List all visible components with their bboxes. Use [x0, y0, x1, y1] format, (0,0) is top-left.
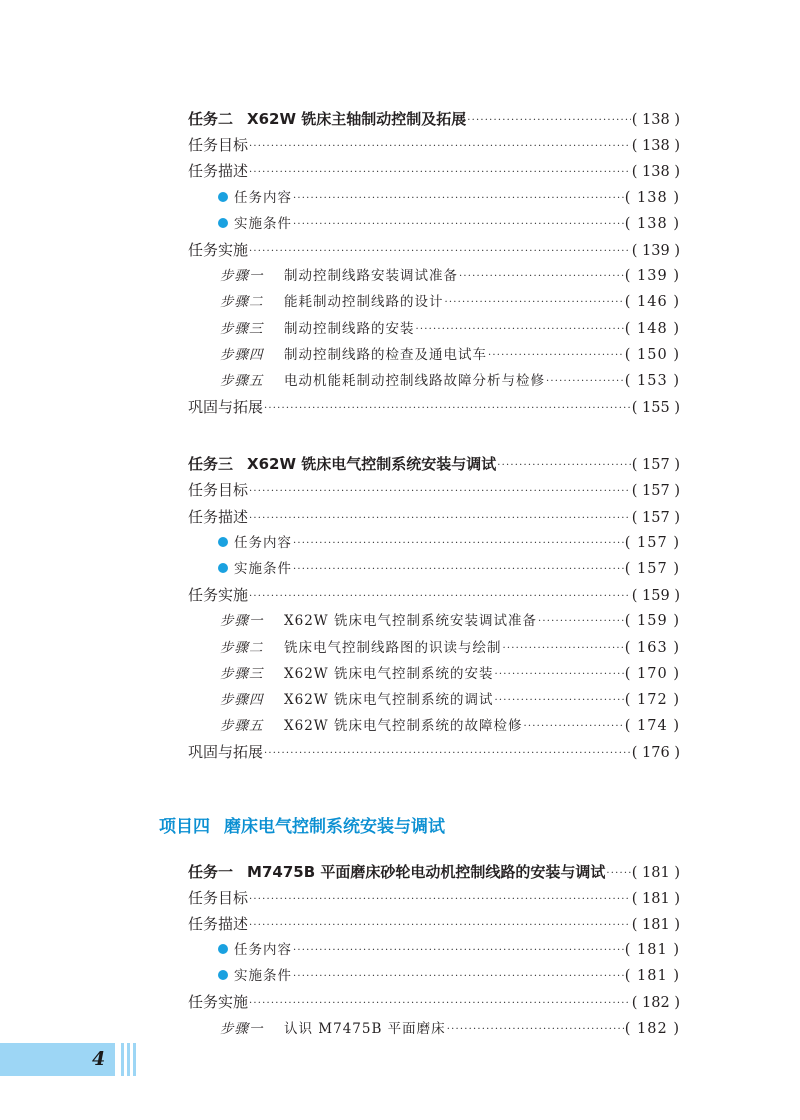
page-number-ref: 163 [637, 639, 668, 656]
page-ref: ( 157 ) [624, 561, 680, 577]
toc-step-row[interactable] [188, 635, 680, 661]
toc-step-row[interactable] [188, 713, 680, 739]
page-number-ref: 181 [642, 864, 670, 881]
toc-subitem-label: 实施条件 [234, 968, 292, 985]
leader-dots [606, 861, 630, 887]
step-label: 步骤五 [220, 718, 264, 735]
page-number-ref: 157 [642, 509, 670, 526]
toc-step-row[interactable] [188, 687, 680, 713]
bullet-icon [218, 944, 228, 954]
page-number-ref: 174 [637, 718, 668, 735]
leader-dots [249, 239, 631, 265]
toc-item-label: 任务实施 [188, 993, 249, 1012]
page-ref: ( 153 ) [624, 372, 680, 389]
leader-dots [249, 160, 631, 186]
toc-item-label: 任务实施 [188, 240, 249, 259]
toc-item-label: 任务实施 [188, 586, 249, 605]
toc-step [220, 713, 522, 739]
toc-item-row[interactable] [188, 911, 680, 937]
leader-dots [523, 714, 623, 740]
page-ref: ( 157 ) [631, 509, 680, 526]
page-number-ref: 157 [642, 483, 670, 500]
toc-step [220, 316, 415, 342]
toc-subitem-label: 任务内容 [234, 189, 292, 206]
step-label: 步骤三 [220, 665, 264, 682]
task-label: 任务三 [188, 455, 234, 474]
page-ref: ( 181 ) [624, 942, 680, 959]
page-ref: ( 181 ) [631, 864, 680, 881]
bullet-icon [218, 563, 228, 573]
toc-item-label: 巩固与拓展 [188, 743, 264, 762]
page-number-ref: 139 [637, 268, 668, 285]
page-ref: ( 172 ) [624, 691, 680, 708]
toc-step-row[interactable] [188, 342, 680, 368]
leader-dots [293, 186, 624, 212]
toc-subitem-label: 实施条件 [234, 561, 292, 577]
step-label: 步骤五 [220, 372, 264, 389]
page-number-ref: 138 [642, 164, 670, 181]
toc-step [220, 1016, 446, 1042]
page-number: 4 [92, 1048, 106, 1070]
project-label: 项目四 [159, 817, 210, 837]
toc-step [220, 608, 537, 634]
toc-item-row[interactable] [188, 885, 680, 911]
toc-item-label: 任务目标 [188, 888, 249, 907]
toc-subitem [218, 530, 292, 556]
toc-item-row[interactable] [188, 132, 680, 158]
page-number-ref: 182 [637, 1020, 668, 1037]
step-title: 认识 M7475B 平面磨床 [284, 1020, 446, 1037]
toc-step [220, 289, 444, 315]
leader-dots [459, 264, 624, 290]
leader-dots [293, 938, 624, 964]
page-number-ref: 138 [642, 138, 670, 155]
task-heading [188, 859, 605, 885]
project-heading [159, 812, 445, 837]
toc-step-row[interactable] [188, 661, 680, 687]
bullet-icon [218, 218, 228, 228]
leader-dots [264, 741, 631, 767]
page-ref: ( 157 ) [631, 483, 680, 500]
page-number-ref: 138 [637, 215, 668, 232]
page-ref: ( 170 ) [624, 665, 680, 682]
page-number-ref: 159 [637, 613, 668, 630]
leader-dots [488, 343, 624, 369]
toc-item-label: 巩固与拓展 [188, 398, 264, 417]
page-number-ref: 181 [642, 890, 670, 907]
toc-item-label: 任务描述 [188, 162, 249, 181]
leader-dots [293, 964, 624, 990]
task-title: X62W 铣床主轴制动控制及拓展 [247, 110, 467, 128]
page-number-ref: 139 [642, 242, 670, 259]
page-ref: ( 181 ) [624, 968, 680, 985]
leader-dots [445, 290, 624, 316]
task-label: 任务一 [188, 862, 234, 881]
task-label: 任务二 [188, 110, 234, 128]
toc-subitem-row[interactable] [188, 556, 680, 582]
task-group-2 [188, 106, 680, 420]
toc-subitem-row[interactable] [188, 963, 680, 989]
page-number-ref: 182 [642, 995, 670, 1012]
leader-dots [249, 479, 631, 505]
toc-subitem-row[interactable] [188, 211, 680, 237]
page-number-ref: 150 [637, 346, 668, 363]
toc-step-row[interactable] [188, 316, 680, 342]
step-title: 制动控制线路的安装 [284, 320, 415, 337]
toc-item-row[interactable] [188, 504, 680, 530]
page-number-ref: 159 [642, 588, 670, 605]
leader-dots [497, 453, 631, 479]
task-group-3 [188, 451, 680, 765]
step-label: 步骤四 [220, 691, 264, 708]
footer-stripe [121, 1043, 124, 1076]
task-heading [188, 451, 496, 477]
project-title: 磨床电气控制系统安装与调试 [224, 817, 445, 837]
leader-dots [249, 913, 631, 939]
page-ref: ( 174 ) [624, 718, 680, 735]
leader-dots [503, 636, 624, 662]
page-ref: ( 182 ) [631, 995, 680, 1012]
page-ref: ( 138 ) [631, 164, 680, 181]
page-ref: ( 138 ) [631, 138, 680, 155]
page-number-ref: 172 [637, 691, 668, 708]
page-ref: ( 157 ) [631, 457, 680, 474]
page-number-ref: 181 [637, 942, 668, 959]
page-number-ref: 176 [642, 745, 670, 762]
footer-stripe [133, 1043, 136, 1076]
step-label: 步骤一 [220, 268, 264, 285]
step-label: 步骤二 [220, 294, 264, 311]
bullet-icon [218, 192, 228, 202]
page-ref: ( 146 ) [624, 294, 680, 311]
page-ref: ( 148 ) [624, 320, 680, 337]
toc-subitem-label: 任务内容 [234, 942, 292, 959]
bullet-icon [218, 970, 228, 980]
toc-step [220, 635, 502, 661]
leader-dots [494, 662, 623, 688]
toc-step [220, 661, 493, 687]
toc-item-row[interactable] [188, 394, 680, 420]
toc-item-row[interactable] [188, 989, 680, 1015]
toc-subitem [218, 185, 292, 211]
page-number-ref: 148 [637, 320, 668, 337]
toc-subitem [218, 937, 292, 963]
toc-step [220, 368, 545, 394]
page-ref: ( 150 ) [624, 346, 680, 363]
page-number-ref: 181 [637, 968, 668, 985]
step-title: X62W 铣床电气控制系统安装调试准备 [284, 613, 537, 630]
step-title: 电动机能耗制动控制线路故障分析与检修 [284, 372, 545, 389]
leader-dots [264, 396, 631, 422]
toc-item-label: 任务描述 [188, 914, 249, 933]
toc-subitem-row[interactable] [188, 937, 680, 963]
leader-dots [293, 531, 624, 557]
step-label: 步骤二 [220, 639, 264, 656]
toc-item-row[interactable] [188, 477, 680, 503]
leader-dots [249, 506, 631, 532]
page-number-ref: 157 [637, 534, 668, 551]
leader-dots [293, 212, 624, 238]
page-ref: ( 163 ) [624, 639, 680, 656]
toc-item-row[interactable] [188, 739, 680, 765]
toc-step [220, 342, 487, 368]
step-label: 步骤一 [220, 613, 264, 630]
page-number-ref: 155 [642, 400, 670, 417]
leader-dots [467, 108, 631, 134]
toc-subitem-row[interactable] [188, 185, 680, 211]
step-title: 制动控制线路的检查及通电试车 [284, 346, 487, 363]
page-number-ref: 138 [637, 189, 668, 206]
toc-step-row[interactable] [188, 263, 680, 289]
page-ref: ( 155 ) [631, 400, 680, 417]
page-ref: ( 157 ) [624, 534, 680, 551]
page-ref: ( 159 ) [631, 588, 680, 605]
toc-step-row[interactable] [188, 608, 680, 634]
toc-subitem [218, 211, 292, 237]
task-group-1-project-4 [188, 859, 680, 1042]
page-ref: ( 181 ) [631, 916, 680, 933]
toc-item-label: 任务描述 [188, 507, 249, 526]
page-ref: ( 176 ) [631, 745, 680, 762]
footer-stripe [127, 1043, 130, 1076]
page-number-ref: 181 [642, 916, 670, 933]
toc-step [220, 263, 458, 289]
task-title: M7475B 平面磨床砂轮电动机控制线路的安装与调试 [247, 862, 606, 881]
leader-dots [249, 134, 631, 160]
leader-dots [249, 887, 631, 913]
step-title: 制动控制线路安装调试准备 [284, 268, 458, 285]
step-label: 步骤一 [220, 1020, 264, 1037]
page-number-ref: 157 [642, 457, 670, 474]
leader-dots [293, 557, 624, 583]
table-of-contents [188, 106, 680, 1042]
toc-subitem [218, 963, 292, 989]
page-ref: ( 159 ) [624, 613, 680, 630]
step-title: 能耗制动控制线路的设计 [284, 294, 444, 311]
toc-item-row[interactable] [188, 237, 680, 263]
toc-step-row[interactable] [188, 368, 680, 394]
page-ref: ( 139 ) [624, 268, 680, 285]
leader-dots [249, 584, 631, 610]
page-ref: ( 181 ) [631, 890, 680, 907]
toc-subitem-row[interactable] [188, 530, 680, 556]
step-title: X62W 铣床电气控制系统的调试 [284, 691, 494, 708]
toc-task-row[interactable] [188, 451, 680, 477]
toc-task-row[interactable] [188, 859, 680, 885]
leader-dots [447, 1017, 624, 1043]
toc-task-row[interactable] [188, 106, 680, 132]
leader-dots [538, 609, 624, 635]
toc-subitem [218, 556, 292, 582]
toc-item-row[interactable] [188, 582, 680, 608]
step-title: 铣床电气控制线路图的识读与绘制 [284, 639, 502, 656]
toc-item-row[interactable] [188, 158, 680, 184]
step-label: 步骤三 [220, 320, 264, 337]
toc-step-row[interactable] [188, 289, 680, 315]
bullet-icon [218, 537, 228, 547]
toc-step-row[interactable] [188, 1016, 680, 1042]
leader-dots [249, 991, 631, 1017]
leader-dots [416, 317, 624, 343]
toc-item-label: 任务目标 [188, 481, 249, 500]
page-ref: ( 182 ) [624, 1020, 680, 1037]
leader-dots [494, 688, 623, 714]
step-title: X62W 铣床电气控制系统的安装 [284, 665, 494, 682]
page-ref: ( 138 ) [624, 189, 680, 206]
step-title: X62W 铣床电气控制系统的故障检修 [284, 718, 523, 735]
toc-item-label: 任务目标 [188, 136, 249, 155]
toc-subitem-label: 实施条件 [234, 215, 292, 232]
task-heading [188, 106, 466, 132]
page-number-ref: 170 [637, 665, 668, 682]
page-number-ref: 146 [637, 294, 668, 311]
leader-dots [546, 369, 624, 395]
page-ref: ( 139 ) [631, 242, 680, 259]
page-ref: ( 138 ) [631, 112, 680, 128]
page-number-ref: 153 [637, 372, 668, 389]
page-number-ref: 157 [637, 561, 668, 577]
toc-subitem-label: 任务内容 [234, 534, 292, 551]
page-number-ref: 138 [642, 112, 670, 128]
task-title: X62W 铣床电气控制系统安装与调试 [247, 455, 497, 474]
page-ref: ( 138 ) [624, 215, 680, 232]
step-label: 步骤四 [220, 346, 264, 363]
toc-step [220, 687, 493, 713]
